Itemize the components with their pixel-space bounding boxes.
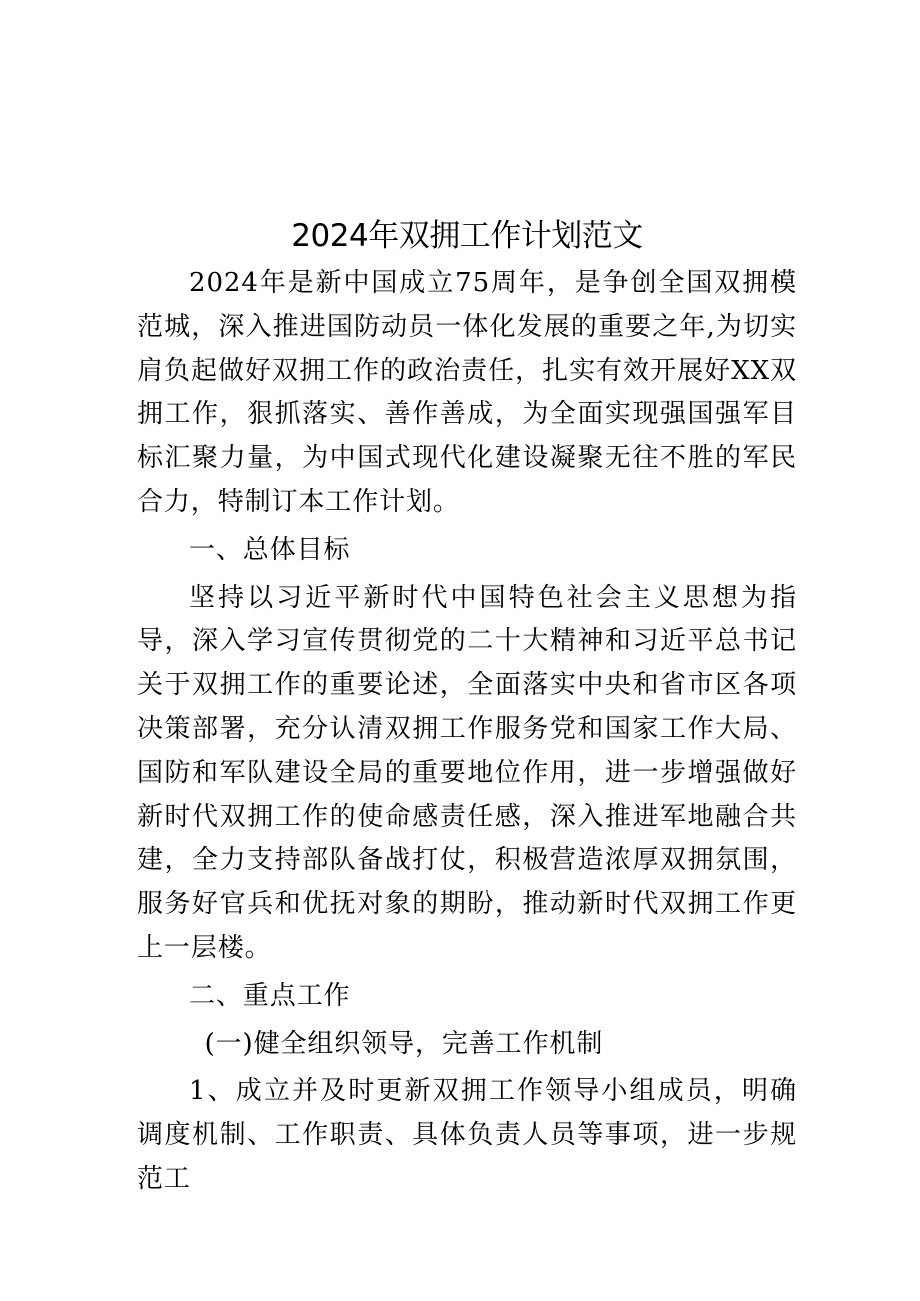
section-heading-overall-goals: 一、总体目标 bbox=[189, 534, 351, 565]
document-content bbox=[137, 210, 797, 1202]
list-item-1: 1、成立并及时更新双拥工作领导小组成员，明确调度机制、工作职责、具体负责人员等事项，进一步规范工 bbox=[137, 1076, 797, 1194]
section-heading-key-work: 二、重点工作 bbox=[189, 980, 351, 1011]
subsection-heading-organization: (一)健全组织领导，完善工作机制 bbox=[204, 1028, 604, 1059]
intro-paragraph: 2024年是新中国成立75周年，是争创全国双拥模范城，深入推进国防动员一体化发展的重要之年,为切实肩负起做好双拥工作的政治责任，扎实有效开展好XX双拥工作，狠抓落实、善作善成，为全面实现强国强军目标汇聚力量，为中国式现代化建设凝聚无往不胜的军民合力，特制订本工作计划。 bbox=[137, 268, 797, 517]
overall-goals-paragraph: 坚持以习近平新时代中国特色社会主义思想为指导，深入学习宣传贯彻党的二十大精神和习近平总书记关于双拥工作的重要论述，全面落实中央和省市区各项决策部署，充分认清双拥工作服务党和国家工作大局、国防和军队建设全局的重要地位作用，进一步增强做好新时代双拥工作的使命感责任感，深入推进军地融合共建，全力支持部队备战打仗，积极营造浓厚双拥氛围，服务好官兵和优抚对象的期盼，推动新时代双拥工作更上一层楼。 bbox=[137, 582, 797, 963]
document-title: 2024年双拥工作计划范文 bbox=[291, 218, 643, 254]
